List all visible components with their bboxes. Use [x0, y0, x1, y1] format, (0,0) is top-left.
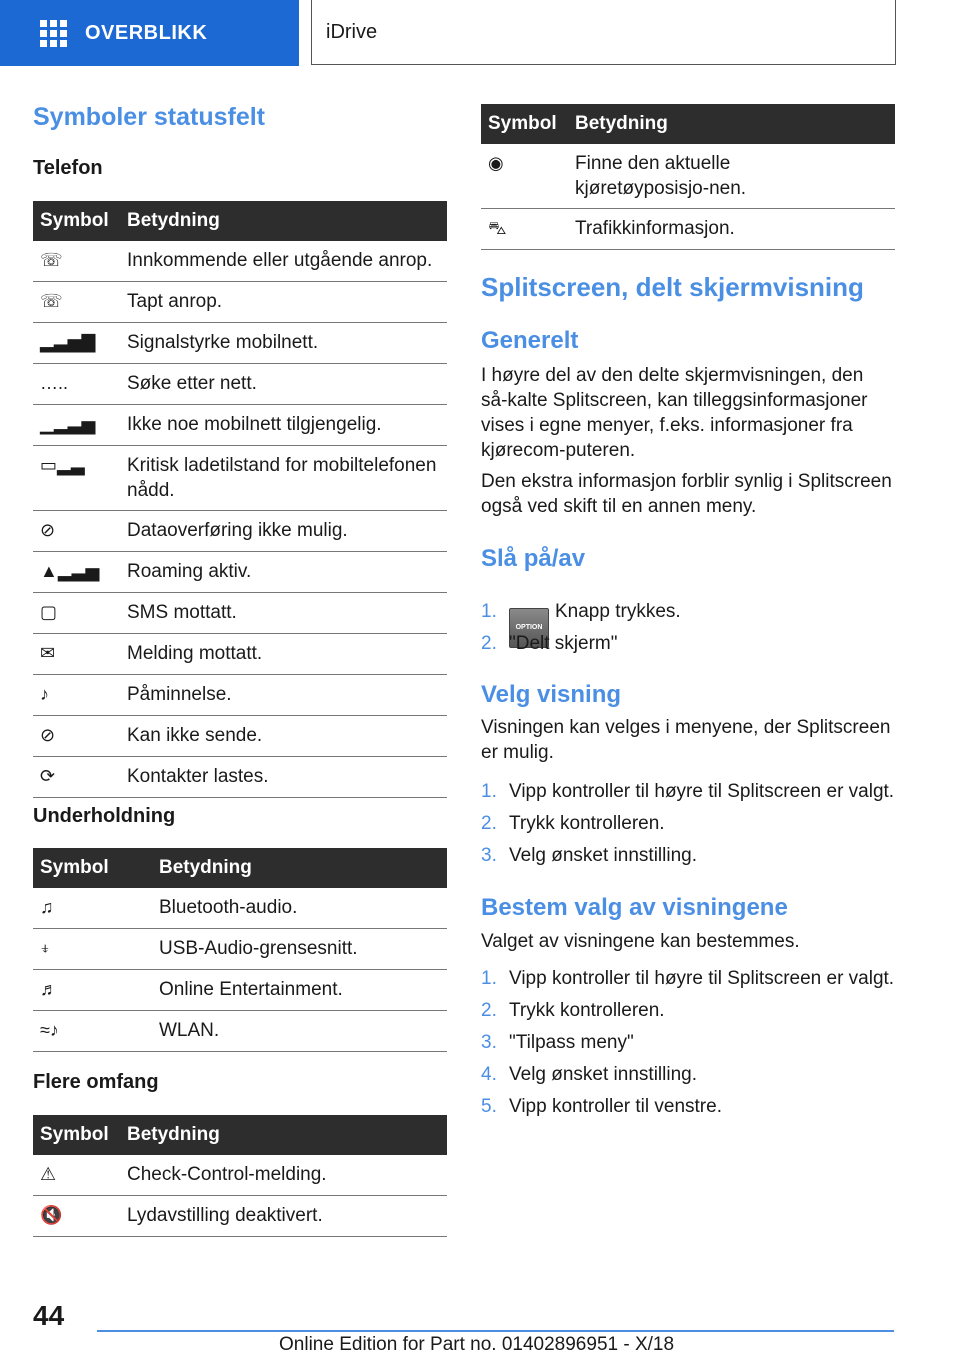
step-number: 1.	[481, 968, 497, 989]
telefon-heading: Telefon	[33, 157, 103, 179]
row-meaning: Tapt anrop.	[120, 282, 447, 323]
row-meaning: Lydavstilling deaktivert.	[120, 1196, 447, 1237]
page-title: Symboler statusfelt	[33, 103, 266, 131]
table-row	[33, 1196, 447, 1237]
step-number: 3.	[481, 1032, 497, 1053]
list-item	[481, 840, 894, 872]
row-meaning: Trafikkinformasjon.	[568, 209, 895, 250]
col-symbol: Symbol	[481, 104, 568, 144]
generelt-heading: Generelt	[481, 327, 579, 354]
row-meaning: Kan ikke sende.	[120, 716, 447, 757]
table-row	[33, 282, 447, 323]
contacts-loading-icon: ⟳	[40, 766, 56, 786]
row-meaning: Dataoverføring ikke mulig.	[120, 511, 447, 552]
list-item	[481, 995, 894, 1027]
table-row	[33, 1155, 447, 1196]
velg-heading: Velg visning	[481, 681, 622, 708]
bluetooth-audio-icon: ♫	[40, 897, 54, 917]
traffic-info-icon: ⛍	[488, 218, 507, 238]
no-network-icon: ▁▂▃▅	[40, 414, 96, 434]
table-row	[33, 929, 447, 970]
step-text: Trykk kontrolleren.	[509, 813, 665, 834]
row-meaning: Melding mottatt.	[120, 634, 447, 675]
step-text: Trykk kontrolleren.	[509, 1000, 665, 1021]
network-search-icon: …..	[40, 373, 69, 393]
step-text: Vipp kontroller til venstre.	[509, 1096, 722, 1117]
table-row	[33, 757, 447, 798]
col-symbol: Symbol	[33, 848, 152, 888]
sla-steps	[481, 596, 681, 660]
footer-edition: Online Edition for Part no. 01402896951 - X/18	[279, 1334, 675, 1355]
nav-table	[481, 104, 895, 250]
step-text: Vipp kontroller til høyre til Splitscreen er valgt.	[509, 781, 895, 802]
list-item	[481, 628, 681, 660]
signal-strength-icon: ▂▃▅▇	[40, 332, 96, 352]
list-item	[481, 1027, 894, 1059]
generelt-p2: Den ekstra informasjon forblir synlig i Splitscreen også ved skift til en annen meny.	[481, 471, 892, 517]
data-transfer-off-icon: ⊘	[40, 520, 56, 540]
warning-triangle-icon: ⚠	[40, 1164, 57, 1184]
row-meaning: Check-Control-melding.	[120, 1155, 447, 1196]
low-battery-icon: ▭▂▃	[40, 455, 85, 475]
table-row	[481, 144, 895, 209]
cannot-send-icon: ⊘	[40, 725, 56, 745]
list-item	[481, 776, 894, 808]
col-symbol: Symbol	[33, 201, 120, 241]
step-number: 2.	[481, 1000, 497, 1021]
step-number: 2.	[481, 633, 497, 654]
list-item	[481, 1091, 894, 1123]
step-text: Vipp kontroller til høyre til Splitscreen er valgt.	[509, 968, 895, 989]
table-row	[33, 593, 447, 634]
missed-call-icon: ☏	[40, 291, 63, 311]
speaker-muted-icon: 🔇	[40, 1205, 63, 1225]
row-meaning: Innkommende eller utgående anrop.	[120, 241, 447, 282]
row-meaning: Finne den aktuelle kjøretøyposisjo‑nen.	[568, 144, 895, 209]
table-row	[33, 634, 447, 675]
table-row	[33, 1011, 447, 1052]
table-row	[33, 446, 447, 511]
bestem-steps	[481, 963, 894, 1123]
sms-icon: ▢	[40, 602, 58, 622]
col-meaning: Betydning	[120, 1115, 447, 1155]
section-header	[311, 0, 896, 65]
underholdning-heading: Underholdning	[33, 805, 176, 827]
step-number: 2.	[481, 813, 497, 834]
step-number: 5.	[481, 1096, 497, 1117]
bell-icon: ♪	[40, 684, 49, 704]
row-meaning: SMS mottatt.	[120, 593, 447, 634]
row-meaning: WLAN.	[152, 1011, 447, 1052]
list-item	[481, 963, 894, 995]
row-meaning: Kontakter lastes.	[120, 757, 447, 798]
online-entertainment-icon: ♬	[40, 979, 58, 999]
step-text: Knapp trykkes.	[555, 601, 681, 622]
usb-icon: ⍖	[40, 938, 51, 958]
list-item	[481, 596, 681, 631]
page-number: 44	[33, 1300, 65, 1331]
table-row	[33, 511, 447, 552]
bestem-intro: Valget av visningene kan bestemmes.	[481, 931, 800, 952]
table-row	[33, 888, 447, 929]
sla-heading: Slå på/av	[481, 545, 586, 572]
vehicle-position-icon: ◉	[488, 153, 504, 173]
flere-heading: Flere omfang	[33, 1071, 159, 1093]
flere-table	[33, 1115, 447, 1237]
generelt-p1: I høyre del av den delte skjermvisningen, den så‑kalte Splitscreen, kan tilleggsinformasjoner vises i egne menyer, f.eks. informasjoner fra kjørecom‑puteren.	[481, 365, 868, 461]
phone-call-icon: ☏	[40, 250, 63, 270]
table-row	[481, 209, 895, 250]
table-row	[33, 970, 447, 1011]
row-meaning: Ikke noe mobilnett tilgjengelig.	[120, 405, 447, 446]
table-row	[33, 716, 447, 757]
col-symbol: Symbol	[33, 1115, 120, 1155]
step-text: Velg ønsket innstilling.	[509, 845, 697, 866]
row-meaning: Søke etter nett.	[120, 364, 447, 405]
step-text: "Delt skjerm"	[509, 633, 618, 654]
option-button[interactable]: OPTION	[509, 608, 549, 648]
table-row	[33, 364, 447, 405]
row-meaning: Bluetooth-audio.	[152, 888, 447, 929]
table-row	[33, 552, 447, 593]
envelope-icon: ✉	[40, 643, 56, 663]
row-meaning: Kritisk ladetilstand for mobiltelefonen nådd.	[120, 446, 447, 511]
step-text: Velg ønsket innstilling.	[509, 1064, 697, 1085]
col-meaning: Betydning	[120, 201, 447, 241]
table-row	[33, 241, 447, 282]
step-number: 4.	[481, 1064, 497, 1085]
step-number: 3.	[481, 845, 497, 866]
telefon-table	[33, 201, 447, 798]
table-row	[33, 675, 447, 716]
bestem-heading: Bestem valg av visningene	[481, 894, 788, 921]
roaming-icon: ▲▂▃▅	[40, 561, 100, 581]
overview-label: OVERBLIKK	[85, 21, 208, 44]
row-meaning: Påminnelse.	[120, 675, 447, 716]
table-row	[33, 405, 447, 446]
step-number: 1.	[481, 781, 497, 802]
col-meaning: Betydning	[568, 104, 895, 144]
row-meaning: Signalstyrke mobilnett.	[120, 323, 447, 364]
table-row	[33, 323, 447, 364]
velg-intro: Visningen kan velges i menyene, der Splitscreen er mulig.	[481, 717, 891, 763]
overview-tab[interactable]	[0, 0, 299, 66]
grid-menu-icon	[40, 20, 67, 47]
velg-steps	[481, 776, 894, 872]
list-item	[481, 808, 894, 840]
split-title: Splitscreen, delt skjermvisning	[481, 272, 864, 302]
list-item	[481, 1059, 894, 1091]
row-meaning: Online Entertainment.	[152, 970, 447, 1011]
section-label: iDrive	[326, 20, 378, 43]
footer-divider	[97, 1330, 894, 1332]
row-meaning: Roaming aktiv.	[120, 552, 447, 593]
step-number: 1.	[481, 601, 497, 622]
step-text: "Tilpass meny"	[509, 1032, 634, 1053]
wlan-icon: ≈♪	[40, 1020, 59, 1040]
col-meaning: Betydning	[152, 848, 447, 888]
row-meaning: USB-Audio-grensesnitt.	[152, 929, 447, 970]
underholdning-table	[33, 848, 447, 1052]
